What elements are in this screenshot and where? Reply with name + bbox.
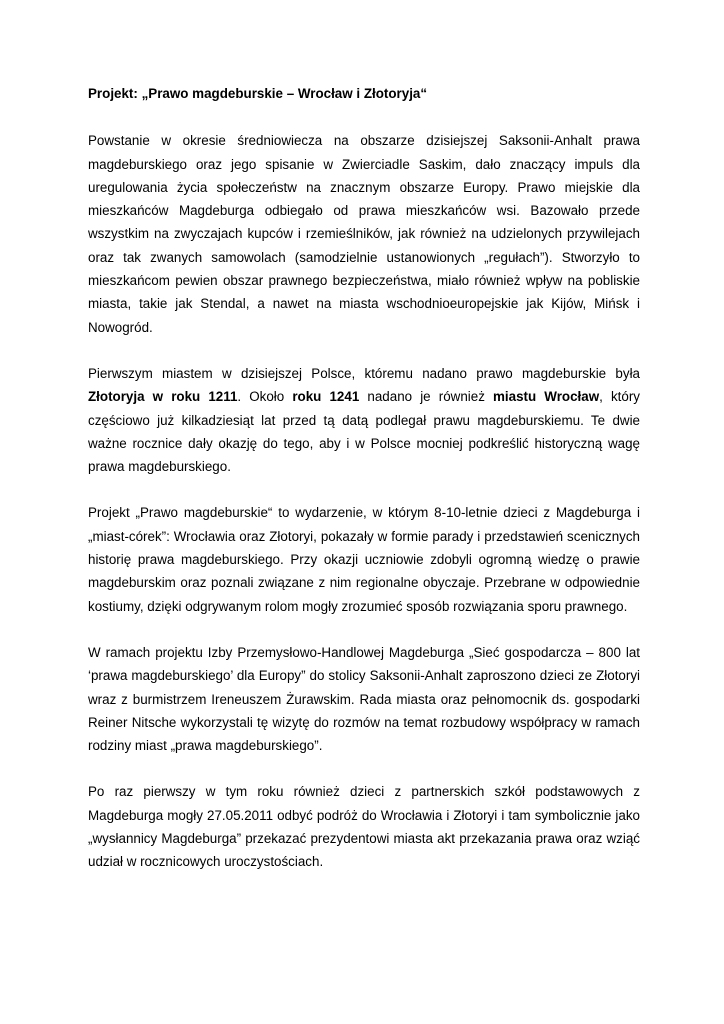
- paragraph-dates-text-2: . Około: [237, 389, 293, 405]
- document-title: Projekt: „Prawo magdeburskie – Wrocław i Złotoryja“: [88, 86, 428, 101]
- paragraph-dates-text-1: Pierwszym miastem w dzisiejszej Polsce, któremu nadano prawo magdeburskie była: [88, 365, 640, 381]
- paragraph-dates-bold-year: roku 1241: [292, 389, 360, 405]
- paragraph-project: Projekt „Prawo magdeburskie“ to wydarzenie, w którym 8-10-letnie dzieci z Magdeburga i „miast-córek”: Wrocławia oraz Złotoryi, pokazały w formie parady i przedstawień scenicznych historię prawa magdeburskiego. Przy okazji uczniowie zdobyli ogromną wiedzę o prawie magdeburskim oraz poznali związane z nim regionalne obyczaje. Przebrane w odpowiednie kostiumy, dzięki odgrywanym rolom mogły zrozumieć sposób rozwiązania sporu prawnego.: [88, 505, 640, 614]
- paragraph-history: Powstanie w okresie średniowiecza na obszarze dzisiejszej Saksonii-Anhalt prawa magdeburskiego oraz jego spisanie w Zwierciadle Saskim, dało znaczący impuls dla uregulowania życia społeczeństw na znacznym obszarze Europy. Prawo miejskie dla mieszkańców Magdeburga odbiegało od prawa mieszkańców wsi. Bazowało przede wszystkim na zwyczajach kupców i rzemieślników, jak również na udzielonych przywilejach oraz tak zwanych samowolach (samodzielnie ustanowionych „regułach”). Stworzyło to mieszkańcom pewien obszar prawnego bezpieczeństwa, miało również wpływ na pobliskie miasta, takie jak Stendal, a nawet na miasta wschodnioeuropejskie jak Kijów, Mińsk i Nowogród.: [88, 133, 640, 335]
- paragraph-dates-bold-zlotoryja: Złotoryja w roku 1211: [88, 389, 238, 405]
- paragraph-dates-bold-wroclaw: miastu Wrocław: [493, 389, 600, 405]
- paragraph-dates-text-3: nadano je również: [359, 389, 494, 405]
- document-page: [88, 82, 640, 897]
- paragraph-dates-text-4: , który częściowo już kilkadziesiąt lat przed tą datą podlegał prawu magdeburskiemu. Te dwie ważne rocznice dały okazję do tego, aby i w Polsce mocniej podkreślić historyczną wagę prawa magdeburskiego.: [88, 389, 640, 475]
- paragraph-chamber: W ramach projektu Izby Przemysłowo-Handlowej Magdeburga „Sieć gospodarcza – 800 lat ‘prawa magdeburskiego’ dla Europy” do stolicy Saksonii-Anhalt zaproszono dzieci ze Złotoryi wraz z burmistrzem Ireneuszem Żurawskim. Rada miasta oraz pełnomocnik ds. gospodarki Reiner Nitsche wykorzystali tę wizytę do rozmów na temat rozbudowy współpracy w ramach rodziny miast „prawa magdeburskiego”.: [88, 644, 640, 754]
- paragraph-first-time: Po raz pierwszy w tym roku również dzieci z partnerskich szkół podstawowych z Magdeburga mogły 27.05.2011 odbyć podróż do Wrocławia i Złotoryi i tam symbolicznie jako „wysłannicy Magdeburga” przekazać prezydentowi miasta akt przekazania prawa oraz wziąć udział w rocznicowych uroczystościach.: [88, 784, 640, 870]
- paragraph-dates: [88, 362, 640, 478]
